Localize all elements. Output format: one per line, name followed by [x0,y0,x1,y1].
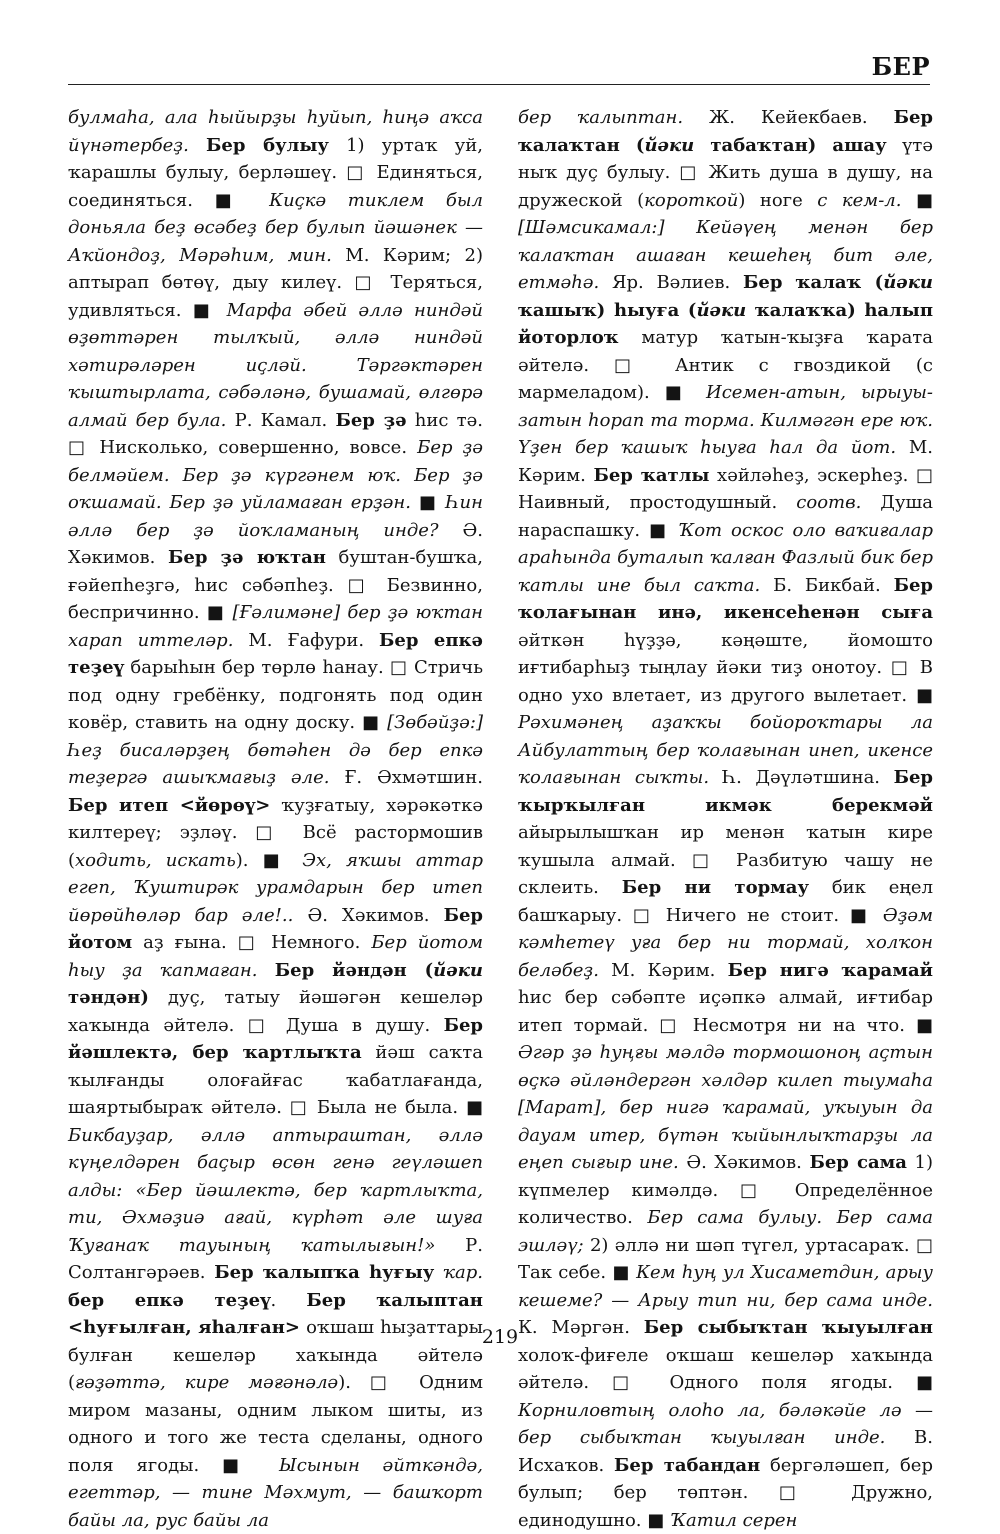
text-run: К. Мәргән. [518,1317,644,1338]
text-run: һис тә. □ Нисколько, совершенно, вовсе. [68,409,484,458]
text-run: йәки [696,299,747,321]
text-run: . [270,1289,307,1311]
text-run: Бер булыу [205,134,329,156]
text-run: Рәхимәнең аҙаҡҡы бойороҡтары ла Айбулаттың бер ҡолағынан инеп, икенсе ҡолағынан сыҡты. [518,712,933,788]
text-run: аҙ ғына. □ Немного. [132,932,372,953]
text-run: Һин әллә бер ҙә йоҡламаның инде? [68,492,483,541]
text-run: ■ [901,189,933,211]
text-run: Бер епкә теҙеү [68,629,483,678]
text-run: Бер йәшлектә, бер ҡартлыҡта [68,1014,483,1063]
text-run: ). □ Одним миром мазаны, одним лыком шиты, из одного и того же теста сделаны, одного поля ягоды. ■ [68,1372,483,1476]
text-run: Марфа әбей әллә ниндәй өҙөттәрен тылҡый, әллә ниндәй хәтирәләрен иҫләй. Тәргәктәрен ҡыштырлата, сәбәләнә, бушамай, өлгөрә алмай бер була. [68,299,483,431]
text-run: Бер ни тормау [621,877,809,898]
text-run: Әгәр ҙә һуңғы мәлдә тормошоноң аҫтын өҫкә әйләндергән хәлдәр килеп тыумаһа [Марат], бер нигә ҡарамай, уҡыуын да дауам итер, бүтән ҡыйынлыҡтарҙы ла еңеп сығыр ине. [518,1042,933,1173]
text-run: М. Кәрим. [598,959,728,981]
text-run: һис бер сәбәпте иҫәпкә алмай, иғтибар итеп тормай. □ Несмотря ни на что. ■ [518,987,933,1036]
text-run: Бер ҙә белмәйем. Бер ҙә күргәнем юҡ. Бер ҙә оҡшамай. Бер ҙә уйламаған ерҙән. [68,437,483,513]
text-run: табаҡтан) ашау [694,134,887,156]
text-run: Киҫкә тиклем был доньяла беҙ өсәбеҙ бер булып йәшәнек — Аҡйондоҙ, Мәрәһим, мин. [68,189,483,266]
text-run: оҡшаш һыҙаттары булған кешеләр хаҡында әйтелә ( [68,1317,483,1393]
left-column [68,104,483,1534]
text-run: Ҡот оскос оло ваҡиғалар араһында буталып ҡалған Фазлый бик бер ҡатлы ине был саҡта. [518,519,933,596]
text-run: Бер ҡолағынан инә, икенсеһенән сыға [518,574,933,623]
text-run: йәш саҡта ҡылғанды олоғайғас ҡабатлағанда, шаяртыбыраҡ әйтелә. □ Была не была. ■ [68,1042,483,1118]
text-run: әйткән һүҙҙә, кәңәште, йомошто иғтибарһыҙ тыңлау йәки тиҙ онотоу. □ В одно ухо влетает, из другого вылетает. ■ [518,629,933,706]
text-run: короткой [644,189,739,211]
text-run: ходить, искать [75,849,236,871]
text-run: йәки [433,959,483,981]
text-run: Р. Солтангәрәев. [68,1234,484,1283]
header-rule [68,84,930,85]
text-run: ) ноге [738,189,818,211]
text-run: Душа нараспашку. ■ [518,492,933,541]
text-run: Эх, яҡшы аттар егеп, Ҡуштирәк урамдарын бер итеп йөрөйһөләр бар әле!.. [68,849,483,926]
text-run: 2) әллә ни шәп түгел, уртасараҡ. □ Так себе. ■ [518,1234,933,1283]
text-run: 1) уртаҡ уй, ҡарашлы булыу, берләшеү. □ Единяться, соединяться. ■ [68,134,483,211]
text-run: В. Исхаҡов. [518,1427,934,1476]
text-run: Кем һуң ул Хисаметдин, арыу кешеме? — Арыу тип ни, бер сама инде. [518,1262,933,1311]
text-run: ғәҙәттә, кире мәғәнәлә [75,1372,339,1393]
text-run: Һ. Дәүләтшина. [709,767,894,788]
text-run: [Ғәлимәне] бер ҙә юҡтан харап иттеләр. [68,602,483,651]
text-run: Бер ҡалаҡтан ( [518,107,934,156]
text-run: бергәләшеп, бер булып; бер төптән. □ Дружно, единодушно. ■ [518,1454,933,1531]
text-run: Әҙәм кәмһетеү уға бер ни тормай, холҡон беләбеҙ. [518,904,933,981]
text-run: Бер ҡатлы [593,464,710,486]
text-run: Яр. Вәлиев. [599,272,743,293]
text-run: ҡуҙғатыу, хәрәкәткә килтереү; эҙләү. □ Всё растормошив ( [68,794,483,871]
text-run: буштан-бушҡа, ғәйепһеҙгә, һис сәбәпһеҙ. □ Безвинно, беспричинно. ■ [68,547,483,623]
text-run: Ә. Хәкимов. [293,904,444,926]
text-run: Ғ. Әхмәтшин. [329,767,483,788]
text-run: Ысынын әйткәндә, егеттәр, — тине Мәхмут, — башҡорт байы ла, рус байы ла [68,1454,483,1531]
text-run: Бер йотом [68,904,483,953]
text-run: М. Кәрим; 2) аптырап бөтөү, дыу килеү. □ Теряться, удивляться. ■ [68,244,483,321]
text-run: Бер йәндән ( [274,959,434,981]
text-run: Бер сыбыҡтан ҡыуылған [643,1317,933,1338]
text-run: Корниловтың олоһо ла, бәләкәйе лә — бер сыбыҡтан ҡыуылған инде. [518,1399,933,1448]
text-run: Бер ҡалыптан <һуғылған, яһалған> [68,1289,483,1338]
text-run: ■ [411,492,447,513]
text-run: ҡар. [442,1262,483,1283]
left-column-text [68,104,483,1534]
text-run: матур ҡатын-ҡыҙға ҡарата әйтелә. □ Антик с гвоздикой (с мармеладом). ■ [518,327,933,403]
text-run: Бер йотом һыу ҙа ҡапмаған. [68,932,483,981]
right-column [518,104,933,1534]
text-run: Ә. Хәкимов. [678,1152,810,1173]
text-run [257,960,274,981]
text-run: Бер табандан [614,1454,761,1476]
text-run: 1) күпмелер кимәлдә. □ Определённое количество. [518,1152,933,1228]
page-number: 219 [481,1326,519,1348]
text-run: булмаһа, ала һыйырҙы һуйып, һиңә аҡса йүнәтербеҙ. [68,107,483,156]
text-run: Б. Бикбай. [760,574,894,596]
text-run: Исемен-атын, ырыуы-затын һорап та торма. Килмәгән ере юҡ. Үҙен бер ҡашыҡ һыуға һал да йот. [518,382,933,458]
text-run: бер епкә теҙеү [68,1289,271,1311]
text-run [434,1262,443,1283]
text-run: Бер ҡалыпҡа һуғыу [214,1262,435,1283]
text-run: холоҡ-фиғеле оҡшаш кешеләр хаҡында әйтелә. □ Одного поля ягоды. ■ [518,1344,933,1393]
text-run: М. Кәрим. [518,437,933,486]
text-run: Бер ҙә юҡтан [168,547,326,568]
text-run: бер ҡалыптан. [518,107,684,128]
text-run: бик еңел башҡарыу. □ Ничего не стоит. ■ [518,877,934,926]
text-run: Ә. Хәкимов. [68,519,484,568]
text-run: М. Ғафури. [233,629,379,651]
text-run: йәки [883,272,934,293]
text-run: Бер ҡалаҡ ( [742,272,884,293]
text-run: ). ■ [235,849,303,871]
text-run: Бер ҙә [335,409,407,431]
text-run: [Зөбәйҙә:] Һеҙ бисаләрҙең бөтәһен дә бер епкә теҙергә ашыҡмағыҙ әле. [68,712,483,788]
text-run [189,135,206,156]
text-run: Бикбауҙар, әллә аптыраштан, әллә күңелдәрен баҫыр өсөн генә геүләшеп алды: «Бер йәшлектә, бер ҡартлыҡта, ти, Әхмәҙиә ағай, күрһәт әле шуға Ҡуғанаҡ тауының ҡатылығын!» [68,1124,483,1256]
text-run: барыһын бер төрлө һанау. □ Стричь под одну гребёнку, подгонять под один ковёр, ставить на одну доску. ■ [68,657,483,733]
text-run: Р. Камал. [226,409,336,431]
text-run: ҡашыҡ) һыуға ( [518,299,697,321]
text-run: йәки [644,134,695,156]
text-run: Бер ҡырҡылған икмәк берекмәй [518,767,933,816]
text-run: Бер сама [809,1152,907,1173]
text-run: Бер сама булыу. Бер сама эшләү; [518,1207,933,1256]
text-run: Ж. Кейекбаев. [683,107,894,128]
text-run: Бер итеп <йөрөү> [68,794,271,816]
text-run: Бер нигә ҡарамай [727,959,933,981]
text-run: соотв. [796,492,862,513]
text-run: с кем-л. [817,189,902,211]
text-run: дуҫ, татыу йәшәгән кешеләр хаҡында әйтелә. □ Душа в душу. [68,987,483,1036]
right-column-text [518,104,933,1534]
text-run: [Шәмсикамал:] Кейәүең менән бер ҡалаҡтан ашаған кешеһең бит әле, етмәһә. [518,217,933,293]
text-run: тәндән) [68,987,149,1008]
text-run: үтә ныҡ дуҫ булыу. □ Жить душа в душу, на дружеской ( [518,134,933,211]
text-run: Ҡатил серен [669,1509,798,1531]
text-run: айырылышҡан ир менән ҡатын кире ҡушыла алмай. □ Разбитую чашу не склеить. [518,822,933,898]
text-run: хәйләһеҙ, эскерһеҙ. □ Наивный, простодушный. [518,464,934,513]
text-run: ҡалаҡҡа) һалып йоторлоҡ [518,299,933,348]
running-headword: БЕР [871,52,930,81]
